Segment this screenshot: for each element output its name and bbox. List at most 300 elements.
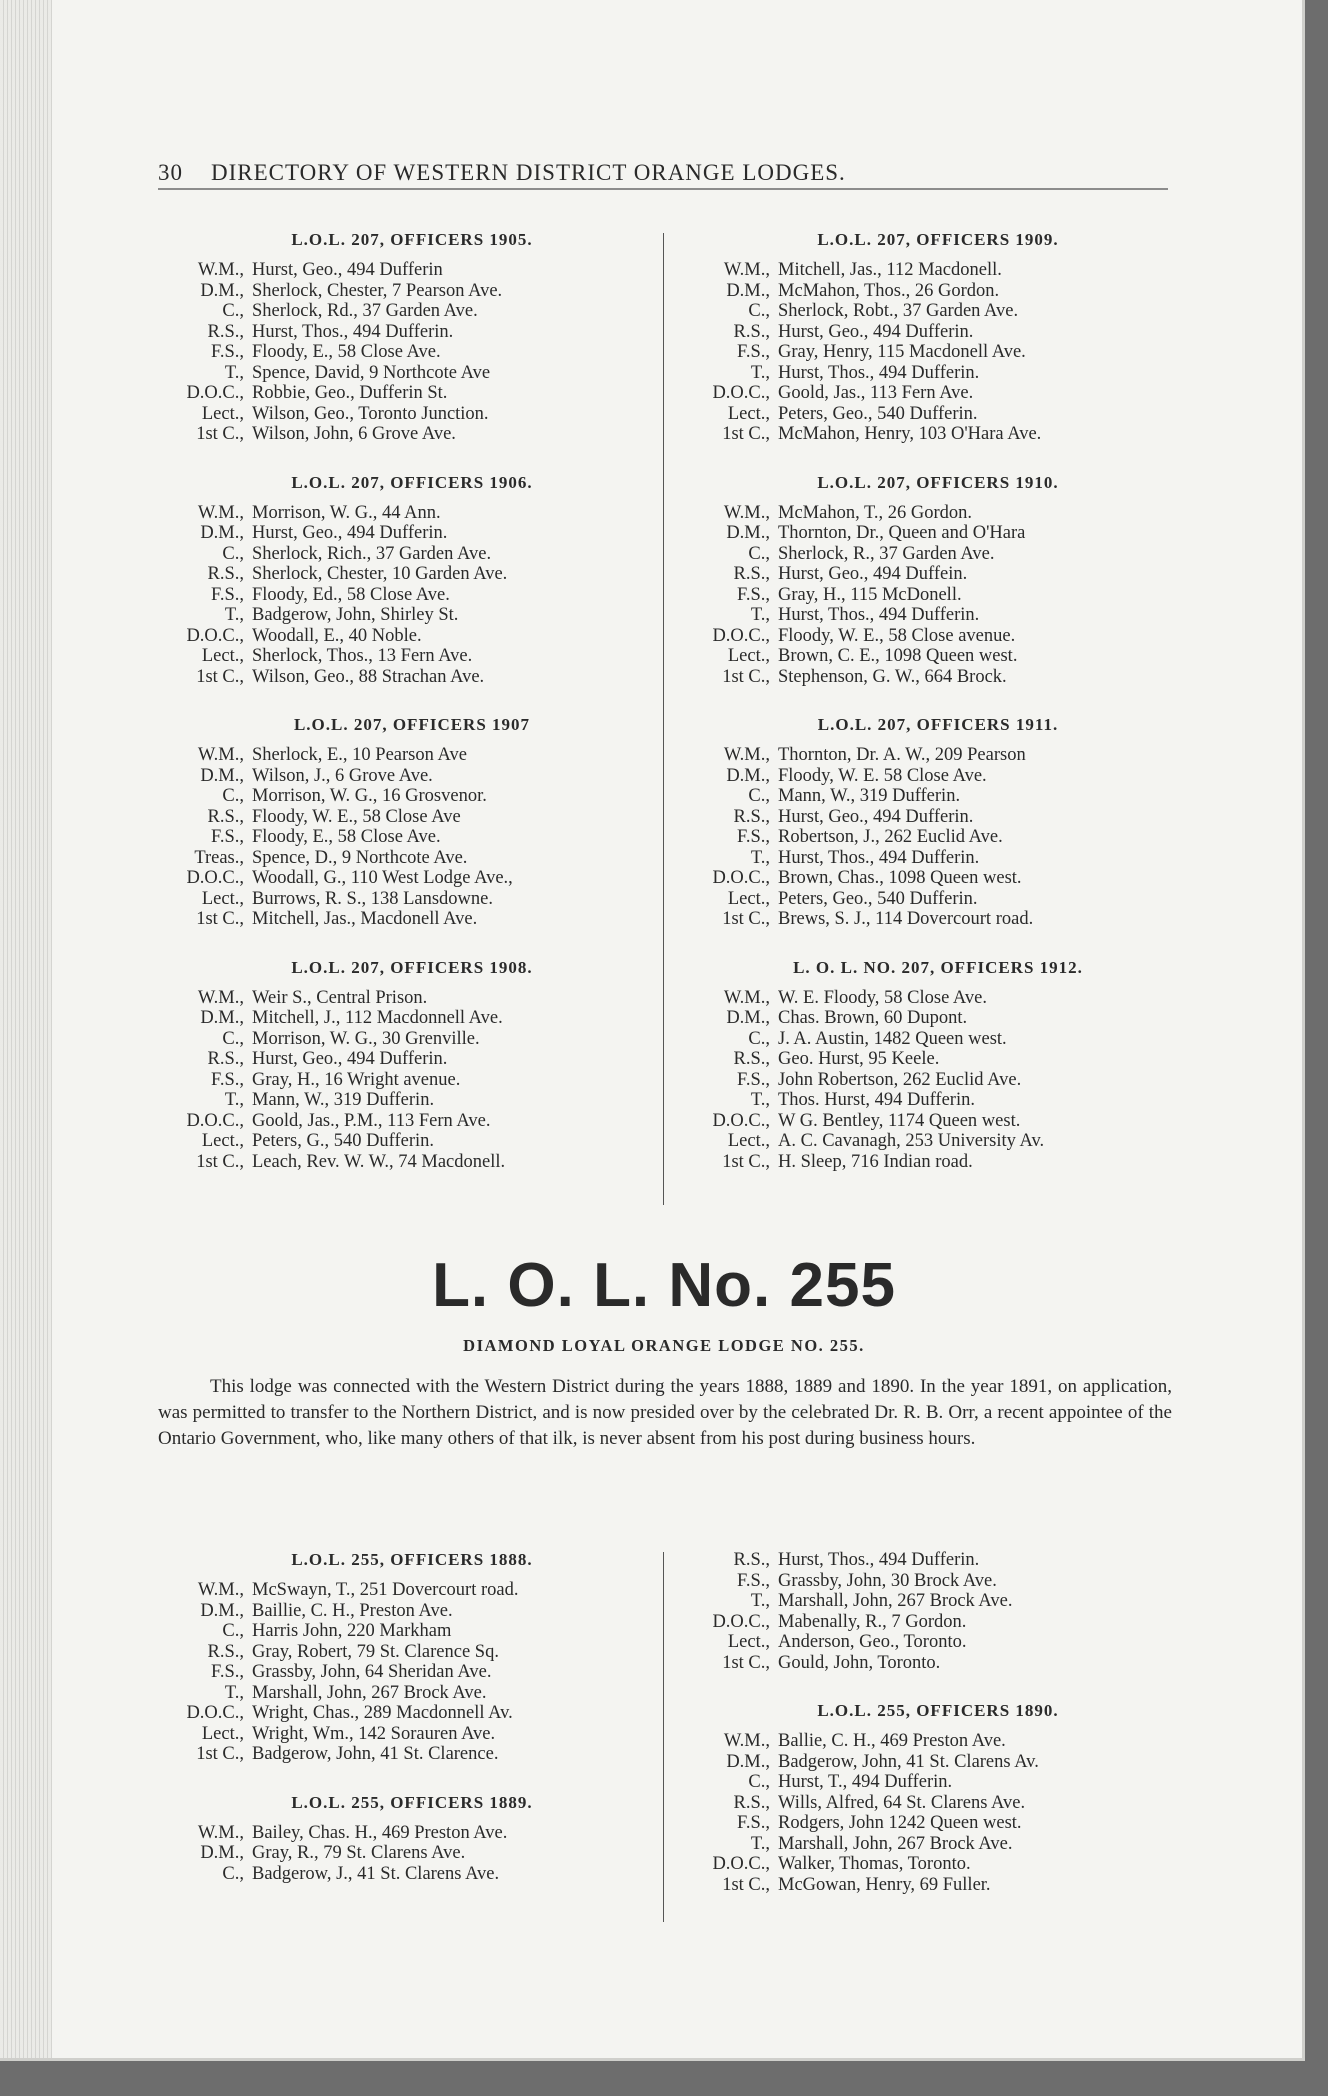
officer-role: C., xyxy=(222,1621,244,1641)
officer-name-address: Woodall, G., 110 West Lodge Ave., xyxy=(252,868,513,888)
officer-role: R.S., xyxy=(207,1641,244,1662)
officer-role: R.S., xyxy=(733,1550,770,1570)
officer-role: T., xyxy=(750,362,770,383)
officer-role: W.M., xyxy=(723,1731,770,1751)
officer-role: F.S., xyxy=(211,1662,244,1682)
officer-entry xyxy=(688,1875,1188,1896)
officer-entry xyxy=(688,1632,1188,1653)
officer-name-address: Sherlock, Chester, 7 Pearson Ave. xyxy=(252,280,503,301)
officer-entry xyxy=(162,626,662,647)
officer-block-title: L.O.L. 207, OFFICERS 1910. xyxy=(817,472,1059,492)
officer-role: 1st C., xyxy=(722,666,770,687)
officer-name-address: Morrison, W. G., 16 Grosvenor. xyxy=(252,786,487,806)
officer-entry xyxy=(162,523,662,544)
officer-entry xyxy=(688,1090,1188,1111)
officer-name-address: Gray, H., 115 McDonell. xyxy=(778,584,962,605)
officer-name-address: Mitchell, Jas., 112 Macdonell. xyxy=(778,260,1002,280)
officer-role: 1st C., xyxy=(196,909,244,929)
officer-name-address: McSwayn, T., 251 Dovercourt road. xyxy=(252,1580,519,1600)
officer-entry xyxy=(162,766,662,787)
officer-entry xyxy=(162,667,662,688)
officer-entry xyxy=(688,745,1188,766)
officer-entry xyxy=(688,1752,1188,1773)
officer-role: D.O.C., xyxy=(186,383,244,403)
officer-name-address: Wright, Chas., 289 Macdonnell Av. xyxy=(252,1703,513,1723)
officer-role: D.M., xyxy=(726,1751,770,1772)
officer-role: Lect., xyxy=(727,403,770,424)
officer-name-address: Sherlock, Robt., 37 Garden Ave. xyxy=(778,301,1019,321)
officer-name-address: Leach, Rev. W. W., 74 Macdonell. xyxy=(252,1151,506,1172)
officer-block xyxy=(688,1550,1188,1673)
officer-role: T., xyxy=(750,1090,770,1110)
officer-entry xyxy=(688,1834,1188,1855)
officer-role: C., xyxy=(748,1772,770,1792)
officer-role: T., xyxy=(224,362,244,383)
right-column xyxy=(688,230,1188,1200)
officer-entry xyxy=(162,1683,662,1704)
officer-entry xyxy=(162,383,662,404)
officer-name-address: Hurst, Geo., 494 Dufferin. xyxy=(252,523,448,543)
officer-entry xyxy=(688,564,1188,585)
officer-block-title: L.O.L. 207, OFFICERS 1906. xyxy=(291,472,533,492)
officer-entry xyxy=(162,807,662,828)
officer-entry xyxy=(162,1744,662,1765)
officer-name-address: Wilson, J., 6 Grove Ave. xyxy=(252,765,433,786)
officer-role: R.S., xyxy=(207,1049,244,1069)
officer-name-address: Brown, Chas., 1098 Queen west. xyxy=(778,868,1022,888)
officer-entry xyxy=(688,1591,1188,1612)
officer-entry xyxy=(162,301,662,322)
officer-block-title: L. O. L. NO. 207, OFFICERS 1912. xyxy=(793,957,1083,977)
officer-entry xyxy=(688,1854,1188,1875)
officer-entry xyxy=(162,1580,662,1601)
officer-entry xyxy=(688,363,1188,384)
officer-name-address: Floody, W. E. 58 Close Ave. xyxy=(778,765,987,786)
officer-role: F.S., xyxy=(737,1813,770,1833)
officer-entry xyxy=(688,1612,1188,1633)
officer-name-address: Mabenally, R., 7 Gordon. xyxy=(778,1611,967,1632)
officer-role: D.O.C., xyxy=(186,1703,244,1723)
officer-role: F.S., xyxy=(737,1069,770,1090)
officer-entry xyxy=(162,1621,662,1642)
officer-name-address: Peters, G., 540 Dufferin. xyxy=(252,1131,435,1151)
officer-role: R.S., xyxy=(733,1792,770,1813)
officer-entry xyxy=(688,1772,1188,1793)
officer-role: F.S., xyxy=(211,827,244,847)
officer-role: 1st C., xyxy=(196,1744,244,1764)
officer-role: T., xyxy=(750,605,770,625)
officer-name-address: Floody, E., 58 Close Ave. xyxy=(252,342,441,362)
officer-block xyxy=(162,1550,662,1765)
running-title: DIRECTORY OF WESTERN DISTRICT ORANGE LODGES. xyxy=(211,160,846,185)
officer-block xyxy=(162,473,662,688)
officer-role: D.O.C., xyxy=(186,625,244,646)
officer-block-title: L.O.L. 207, OFFICERS 1905. xyxy=(291,230,533,249)
officer-name-address: Sherlock, R., 37 Garden Ave. xyxy=(778,543,995,564)
officer-name-address: Hurst, Thos., 494 Dufferin. xyxy=(252,321,454,342)
officer-name-address: Goold, Jas., P.M., 113 Fern Ave. xyxy=(252,1110,491,1131)
officer-name-address: Mitchell, Jas., Macdonell Ave. xyxy=(252,909,478,929)
officer-role: 1st C., xyxy=(196,666,244,687)
officer-role: C., xyxy=(748,786,770,806)
officer-role: W.M., xyxy=(723,745,770,765)
officer-entry xyxy=(688,301,1188,322)
officer-name-address: Robertson, J., 262 Euclid Ave. xyxy=(778,827,1003,847)
officer-role: 1st C., xyxy=(196,424,244,444)
officer-name-address: Sherlock, Rd., 37 Garden Ave. xyxy=(252,301,478,321)
officer-name-address: Grassby, John, 64 Sheridan Ave. xyxy=(252,1662,492,1682)
officer-name-address: Gray, Henry, 115 Macdonell Ave. xyxy=(778,342,1026,362)
officer-block xyxy=(688,473,1188,688)
officer-name-address: McGowan, Henry, 69 Fuller. xyxy=(778,1874,991,1895)
officer-entry xyxy=(688,1731,1188,1752)
officer-block-title: L.O.L. 207, OFFICERS 1908. xyxy=(291,957,533,977)
officer-entry xyxy=(688,1131,1188,1152)
officer-entry xyxy=(688,1111,1188,1132)
officer-entry xyxy=(688,281,1188,302)
officer-entry xyxy=(162,1029,662,1050)
officer-entry xyxy=(688,1070,1188,1091)
officer-role: 1st C., xyxy=(722,424,770,444)
officer-role: W.M., xyxy=(197,987,244,1008)
officer-role: F.S., xyxy=(211,342,244,362)
officer-name-address: H. Sleep, 716 Indian road. xyxy=(778,1151,973,1172)
officer-name-address: Peters, Geo., 540 Dufferin. xyxy=(778,888,978,909)
officer-entry xyxy=(162,1070,662,1091)
officer-name-address: Mann, W., 319 Dufferin. xyxy=(252,1090,435,1110)
officer-entry xyxy=(688,1008,1188,1029)
officer-entry xyxy=(688,1049,1188,1070)
officer-entry xyxy=(162,868,662,889)
officer-block-title: L.O.L. 207, OFFICERS 1909. xyxy=(817,230,1059,249)
officer-role: Treas., xyxy=(194,847,244,868)
officer-entry xyxy=(688,1571,1188,1592)
officer-name-address: Woodall, E., 40 Noble. xyxy=(252,625,422,646)
officer-name-address: Weir S., Central Prison. xyxy=(252,987,428,1008)
officer-name-address: Marshall, John, 267 Brock Ave. xyxy=(778,1833,1013,1854)
officer-role: D.O.C., xyxy=(712,625,770,646)
officer-name-address: J. A. Austin, 1482 Queen west. xyxy=(778,1028,1007,1049)
officer-role: 1st C., xyxy=(722,1151,770,1172)
officer-role: Lect., xyxy=(727,1632,770,1652)
left-column xyxy=(162,230,662,1200)
officer-entry xyxy=(162,503,662,524)
officer-role: R.S., xyxy=(733,564,770,584)
lower-right-column xyxy=(688,1550,1188,1923)
officer-block xyxy=(162,1793,662,1885)
officer-entry xyxy=(162,424,662,445)
officer-role: W.M., xyxy=(197,502,244,523)
officer-entry xyxy=(162,786,662,807)
officer-entry xyxy=(162,281,662,302)
officer-name-address: Thornton, Dr. A. W., 209 Pearson xyxy=(778,745,1026,765)
officer-role: W.M., xyxy=(723,260,770,280)
officer-role: F.S., xyxy=(737,827,770,847)
officer-name-address: Wills, Alfred, 64 St. Clarens Ave. xyxy=(778,1792,1026,1813)
lodge-paragraph: This lodge was connected with the Western District during the years 1888, 1889 and 1890. In the year 1891, on application, was permitted to transfer to the Northern District, and is now presided over by the celebrated Dr. R. B. Orr, a recent appointee of the Ontario Government, who, like many others of that ilk, is never absent from his post during business hours. xyxy=(158,1376,1172,1449)
officer-role: D.M., xyxy=(726,765,770,786)
officer-entry xyxy=(688,1550,1188,1571)
officer-block-title: L.O.L. 255, OFFICERS 1888. xyxy=(291,1550,533,1569)
officer-role: D.O.C., xyxy=(712,1611,770,1632)
officer-block-title: L.O.L. 207, OFFICERS 1911. xyxy=(817,715,1059,734)
officer-role: W.M., xyxy=(197,1822,244,1843)
officer-name-address: McMahon, Henry, 103 O'Hara Ave. xyxy=(778,424,1042,444)
officer-block xyxy=(162,230,662,445)
officer-name-address: Floody, E., 58 Close Ave. xyxy=(252,827,441,847)
officer-role: Lect., xyxy=(201,1723,244,1744)
officer-name-address: Gould, John, Toronto. xyxy=(778,1652,941,1673)
officer-entry xyxy=(688,766,1188,787)
officer-entry xyxy=(162,909,662,930)
officer-role: D.M., xyxy=(200,523,244,543)
officer-name-address: Hurst, T., 494 Dufferin. xyxy=(778,1772,953,1792)
officer-name-address: Ballie, C. H., 469 Preston Ave. xyxy=(778,1731,1006,1751)
officer-name-address: Sherlock, Rich., 37 Garden Ave. xyxy=(252,543,492,564)
officer-name-address: Geo. Hurst, 95 Keele. xyxy=(778,1049,940,1069)
officer-entry xyxy=(162,404,662,425)
officer-entry xyxy=(162,1843,662,1864)
officer-name-address: Marshall, John, 267 Brock Ave. xyxy=(778,1591,1013,1611)
officer-role: D.M., xyxy=(200,1843,244,1863)
officer-role: D.M., xyxy=(726,280,770,301)
officer-name-address: Bailey, Chas. H., 469 Preston Ave. xyxy=(252,1822,508,1843)
officer-name-address: Floody, Ed., 58 Close Ave. xyxy=(252,584,450,605)
officer-entry xyxy=(162,544,662,565)
officer-entry xyxy=(162,1642,662,1663)
officer-entry xyxy=(688,667,1188,688)
officer-entry xyxy=(162,1090,662,1111)
officer-role: D.O.C., xyxy=(186,1110,244,1131)
officer-name-address: Wilson, Geo., 88 Strachan Ave. xyxy=(252,666,485,687)
officer-role: R.S., xyxy=(733,1049,770,1069)
officer-name-address: Hurst, Geo., 494 Dufferin xyxy=(252,260,443,280)
officer-name-address: Morrison, W. G., 44 Ann. xyxy=(252,502,441,523)
officer-entry xyxy=(688,1029,1188,1050)
officer-name-address: Peters, Geo., 540 Dufferin. xyxy=(778,403,978,424)
officer-role: F.S., xyxy=(737,584,770,605)
officer-entry xyxy=(162,260,662,281)
officer-block-title: L.O.L. 207, OFFICERS 1907 xyxy=(293,715,531,734)
officer-entry xyxy=(688,424,1188,445)
officer-role: W.M., xyxy=(723,502,770,523)
officer-role: C., xyxy=(748,301,770,321)
officer-name-address: Hurst, Thos., 494 Dufferin. xyxy=(778,847,980,868)
officer-name-address: Sherlock, E., 10 Pearson Ave xyxy=(252,745,467,765)
officer-role: W.M., xyxy=(197,1580,244,1600)
officer-entry xyxy=(688,503,1188,524)
officer-entry xyxy=(162,1008,662,1029)
officer-name-address: Gray, Robert, 79 St. Clarence Sq. xyxy=(252,1641,499,1662)
officer-role: T., xyxy=(750,1833,770,1854)
officer-entry xyxy=(688,322,1188,343)
officer-name-address: McMahon, T., 26 Gordon. xyxy=(778,502,973,523)
officer-role: W.M., xyxy=(723,987,770,1008)
officer-name-address: Wilson, Geo., Toronto Junction. xyxy=(252,403,489,424)
officer-role: T., xyxy=(224,1090,244,1110)
officer-role: 1st C., xyxy=(722,1652,770,1673)
officer-name-address: Morrison, W. G., 30 Grenville. xyxy=(252,1028,480,1049)
officer-name-address: Robbie, Geo., Dufferin St. xyxy=(252,383,448,403)
officer-role: T., xyxy=(750,847,770,868)
officer-name-address: Thornton, Dr., Queen and O'Hara xyxy=(778,523,1026,543)
officer-name-address: Chas. Brown, 60 Dupont. xyxy=(778,1008,968,1028)
officer-entry xyxy=(162,848,662,869)
officer-entry xyxy=(688,909,1188,930)
officer-entry xyxy=(162,363,662,384)
officer-entry xyxy=(688,342,1188,363)
officer-name-address: Floody, W. E., 58 Close avenue. xyxy=(778,625,1016,646)
officer-role: 1st C., xyxy=(722,1874,770,1895)
officer-entry xyxy=(688,1653,1188,1674)
officer-name-address: Thos. Hurst, 494 Dufferin. xyxy=(778,1090,975,1110)
officer-name-address: Spence, D., 9 Northcote Ave. xyxy=(252,847,468,868)
officer-name-address: A. C. Cavanagh, 253 University Av. xyxy=(778,1131,1045,1151)
officer-block xyxy=(162,958,662,1173)
officer-name-address: Walker, Thomas, Toronto. xyxy=(778,1854,971,1874)
officer-role: D.M., xyxy=(726,523,770,543)
officer-block xyxy=(162,715,662,930)
officer-entry xyxy=(688,523,1188,544)
officer-role: R.S., xyxy=(733,321,770,342)
officer-entry xyxy=(688,1793,1188,1814)
column-divider-top xyxy=(663,233,664,1205)
officer-name-address: Badgerow, John, 41 St. Clarence. xyxy=(252,1744,499,1764)
officer-entry xyxy=(162,1131,662,1152)
officer-name-address: Hurst, Geo., 494 Dufferin. xyxy=(778,806,974,827)
officer-name-address: Rodgers, John 1242 Queen west. xyxy=(778,1813,1022,1833)
officer-role: F.S., xyxy=(211,584,244,605)
officer-name-address: Spence, David, 9 Northcote Ave xyxy=(252,362,491,383)
officer-name-address: Badgerow, John, Shirley St. xyxy=(252,605,459,625)
officer-entry xyxy=(162,1724,662,1745)
officer-entry xyxy=(688,848,1188,869)
officer-entry xyxy=(688,544,1188,565)
officer-name-address: Hurst, Geo., 494 Duffein. xyxy=(778,564,968,584)
officer-name-address: Hurst, Thos., 494 Dufferin. xyxy=(778,362,980,383)
officer-role: C., xyxy=(222,786,244,806)
officer-role: Lect., xyxy=(201,1131,244,1151)
officer-name-address: Floody, W. E., 58 Close Ave xyxy=(252,806,461,827)
officer-entry xyxy=(688,827,1188,848)
officer-role: R.S., xyxy=(207,321,244,342)
officer-role: D.O.C., xyxy=(712,1110,770,1131)
officer-entry xyxy=(688,605,1188,626)
officer-entry xyxy=(688,260,1188,281)
officer-entry xyxy=(162,1049,662,1070)
officer-name-address: Sherlock, Thos., 13 Fern Ave. xyxy=(252,646,473,666)
officer-name-address: Mitchell, J., 112 Macdonnell Ave. xyxy=(252,1008,503,1028)
officer-name-address: Gray, R., 79 St. Clarens Ave. xyxy=(252,1843,466,1863)
officer-name-address: Wright, Wm., 142 Sorauren Ave. xyxy=(252,1723,496,1744)
officer-entry xyxy=(162,605,662,626)
officer-name-address: Brown, C. E., 1098 Queen west. xyxy=(778,646,1018,666)
officer-entry xyxy=(162,342,662,363)
officer-entry xyxy=(162,988,662,1009)
page-edges xyxy=(0,0,52,2058)
officer-role: Lect., xyxy=(201,646,244,666)
officer-entry xyxy=(688,1813,1188,1834)
officer-role: Lect., xyxy=(201,403,244,424)
officer-role: T., xyxy=(224,605,244,625)
officer-name-address: Marshall, John, 267 Brock Ave. xyxy=(252,1682,487,1703)
officer-role: C., xyxy=(748,1028,770,1049)
officer-name-address: W. E. Floody, 58 Close Ave. xyxy=(778,987,987,1008)
officer-role: D.M., xyxy=(200,1008,244,1028)
page-number: 30 xyxy=(158,160,183,185)
officer-role: C., xyxy=(222,1028,244,1049)
officer-entry xyxy=(688,646,1188,667)
officer-entry xyxy=(162,646,662,667)
officer-role: F.S., xyxy=(737,1570,770,1591)
lodge-heading: L. O. L. No. 255 xyxy=(432,1251,896,1320)
officer-name-address: Badgerow, John, 41 St. Clarens Av. xyxy=(778,1751,1039,1772)
officer-role: D.M., xyxy=(200,1600,244,1621)
officer-entry xyxy=(688,404,1188,425)
officer-entry xyxy=(162,827,662,848)
officer-entry xyxy=(162,1111,662,1132)
officer-name-address: Badgerow, J., 41 St. Clarens Ave. xyxy=(252,1863,500,1884)
officer-name-address: Hurst, Geo., 494 Dufferin. xyxy=(252,1049,448,1069)
officer-role: D.O.C., xyxy=(712,868,770,888)
officer-entry xyxy=(162,564,662,585)
officer-name-address: Anderson, Geo., Toronto. xyxy=(778,1632,967,1652)
officer-block xyxy=(688,230,1188,445)
officer-role: R.S., xyxy=(733,806,770,827)
officer-role: Lect., xyxy=(727,646,770,666)
officer-role: D.O.C., xyxy=(712,383,770,403)
officer-entry xyxy=(162,1601,662,1622)
officer-name-address: Harris John, 220 Markham xyxy=(252,1621,452,1641)
lodge-subheading: DIAMOND LOYAL ORANGE LODGE NO. 255. xyxy=(463,1336,865,1355)
officer-entry xyxy=(162,1662,662,1683)
officer-block xyxy=(688,958,1188,1173)
officer-entry xyxy=(162,585,662,606)
officer-entry xyxy=(162,1823,662,1844)
officer-role: D.M., xyxy=(726,1008,770,1028)
officer-role: Lect., xyxy=(727,1131,770,1151)
lower-left-column xyxy=(162,1550,662,1912)
officer-name-address: Grassby, John, 30 Brock Ave. xyxy=(778,1570,997,1591)
officer-name-address: Mann, W., 319 Dufferin. xyxy=(778,786,961,806)
officer-role: C., xyxy=(222,1863,244,1884)
officer-entry xyxy=(688,1152,1188,1173)
officer-name-address: Sherlock, Chester, 10 Garden Ave. xyxy=(252,564,508,584)
officer-role: W.M., xyxy=(197,745,244,765)
officer-role: R.S., xyxy=(207,564,244,584)
officer-role: W.M., xyxy=(197,260,244,280)
officer-entry xyxy=(162,1703,662,1724)
officer-role: R.S., xyxy=(207,806,244,827)
officer-role: D.M., xyxy=(200,765,244,786)
officer-name-address: Wilson, John, 6 Grove Ave. xyxy=(252,424,456,444)
officer-entry xyxy=(688,807,1188,828)
officer-role: T., xyxy=(224,1682,244,1703)
officer-entry xyxy=(162,1864,662,1885)
officer-name-address: Hurst, Thos., 494 Dufferin. xyxy=(778,605,980,625)
officer-name-address: Burrows, R. S., 138 Lansdowne. xyxy=(252,888,494,909)
officer-block xyxy=(688,1701,1188,1895)
running-header xyxy=(158,160,1168,190)
column-divider-bottom xyxy=(663,1552,664,1922)
officer-role: T., xyxy=(750,1591,770,1611)
officer-role: D.O.C., xyxy=(186,868,244,888)
officer-block xyxy=(688,715,1188,930)
officer-entry xyxy=(688,626,1188,647)
officer-block-title: L.O.L. 255, OFFICERS 1889. xyxy=(291,1792,533,1812)
officer-role: D.M., xyxy=(200,280,244,301)
officer-block-title: L.O.L. 255, OFFICERS 1890. xyxy=(817,1701,1059,1720)
